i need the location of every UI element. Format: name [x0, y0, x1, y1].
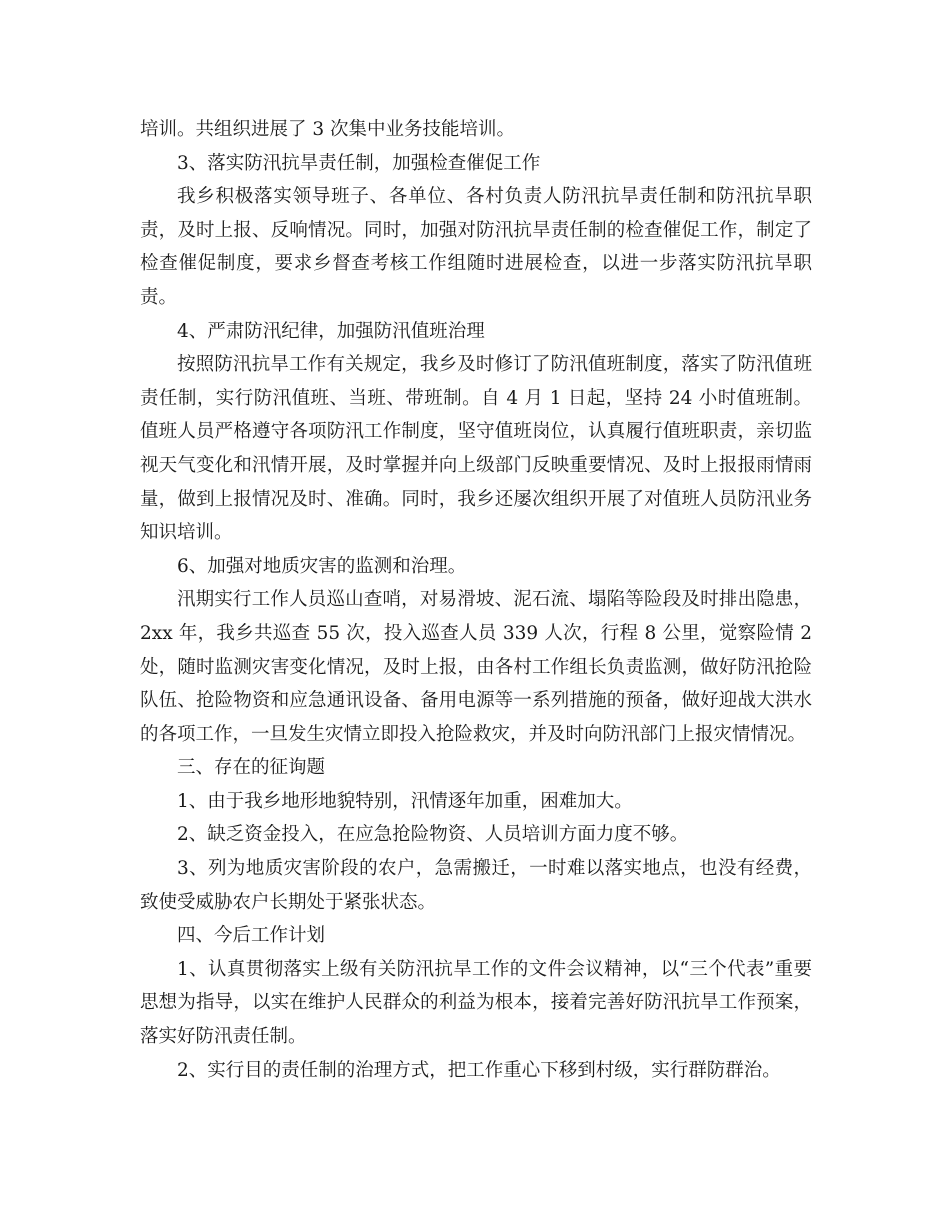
paragraph-continuation: 培训。共组织进展了 3 次集中业务技能培训。	[140, 119, 516, 140]
paragraph: 按照防汛抗旱工作有关规定，我乡及时修订了防汛值班制度，落实了防汛值班责任制，实行防汛值班、当班、带班制。自 4 月 1 日起，坚持 24 小时值班制。值班人员严格遵守各项防汛工作制度，坚守值班岗位，认真履行值班职责，亲切监视天气变化和汛情开展，及时掌握并向上级部门反映重要情况、及时上报报雨情雨量，做到上报情况及时、准确。同时，我乡还屡次组织开展了对值班人员防汛业务知识培训。	[140, 354, 812, 544]
section-heading-6: 6、加强对地质灾害的监测和治理。	[177, 555, 467, 577]
list-item: 3、列为地质灾害阶段的农户，急需搬迁，一时难以落实地点，也没有经费，致使受威胁农户长期处于紧张状态。	[140, 858, 812, 913]
chapter-heading-3: 三、存在的征询题	[177, 757, 326, 779]
chapter-heading-4: 四、今后工作计划	[177, 925, 326, 947]
paragraph: 汛期实行工作人员巡山查哨，对易滑坡、泥石流、塌陷等险段及时排出隐患，2xx 年，我乡共巡查 55 次，投入巡查人员 339 人次，行程 8 公里，觉察险情 2 处，随时监测灾害变化情况，及时上报，由各村工作组长负责监测，做好防汛抢险队伍、抢险物资和应急通讯设备、备用电源等一系列措施的预备，做好迎战大洪水的各项工作，一旦发生灾情立即投入抢险救灾，并及时向防汛部门上报灾情情况。	[140, 589, 812, 745]
list-item: 1、认真贯彻落实上级有关防汛抗旱工作的文件会议精神，以“三个代表”重要思想为指导，以实在维护人民群众的利益为根本，接着完善好防汛抗旱工作预案，落实好防汛责任制。	[140, 958, 812, 1048]
list-item: 2、实行目的责任制的治理方式，把工作重心下移到村级，实行群防群治。	[177, 1059, 781, 1081]
document-body	[140, 113, 812, 1087]
list-item: 1、由于我乡地形地貌特别，汛情逐年加重，困难加大。	[177, 790, 633, 812]
section-heading-3: 3、落实防汛抗旱责任制，加强检查催促工作	[177, 152, 541, 174]
paragraph: 我乡积极落实领导班子、各单位、各村负责人防汛抗旱责任制和防汛抗旱职责，及时上报、反响情况。同时，加强对防汛抗旱责任制的检查催促工作，制定了检查催促制度，要求乡督查考核工作组随时进展检查，以进一步落实防汛抗旱职责。	[140, 186, 812, 308]
list-item: 2、缺乏资金投入，在应急抢险物资、人员培训方面力度不够。	[177, 824, 689, 846]
section-heading-4: 4、严肃防汛纪律，加强防汛值班治理	[177, 320, 485, 342]
